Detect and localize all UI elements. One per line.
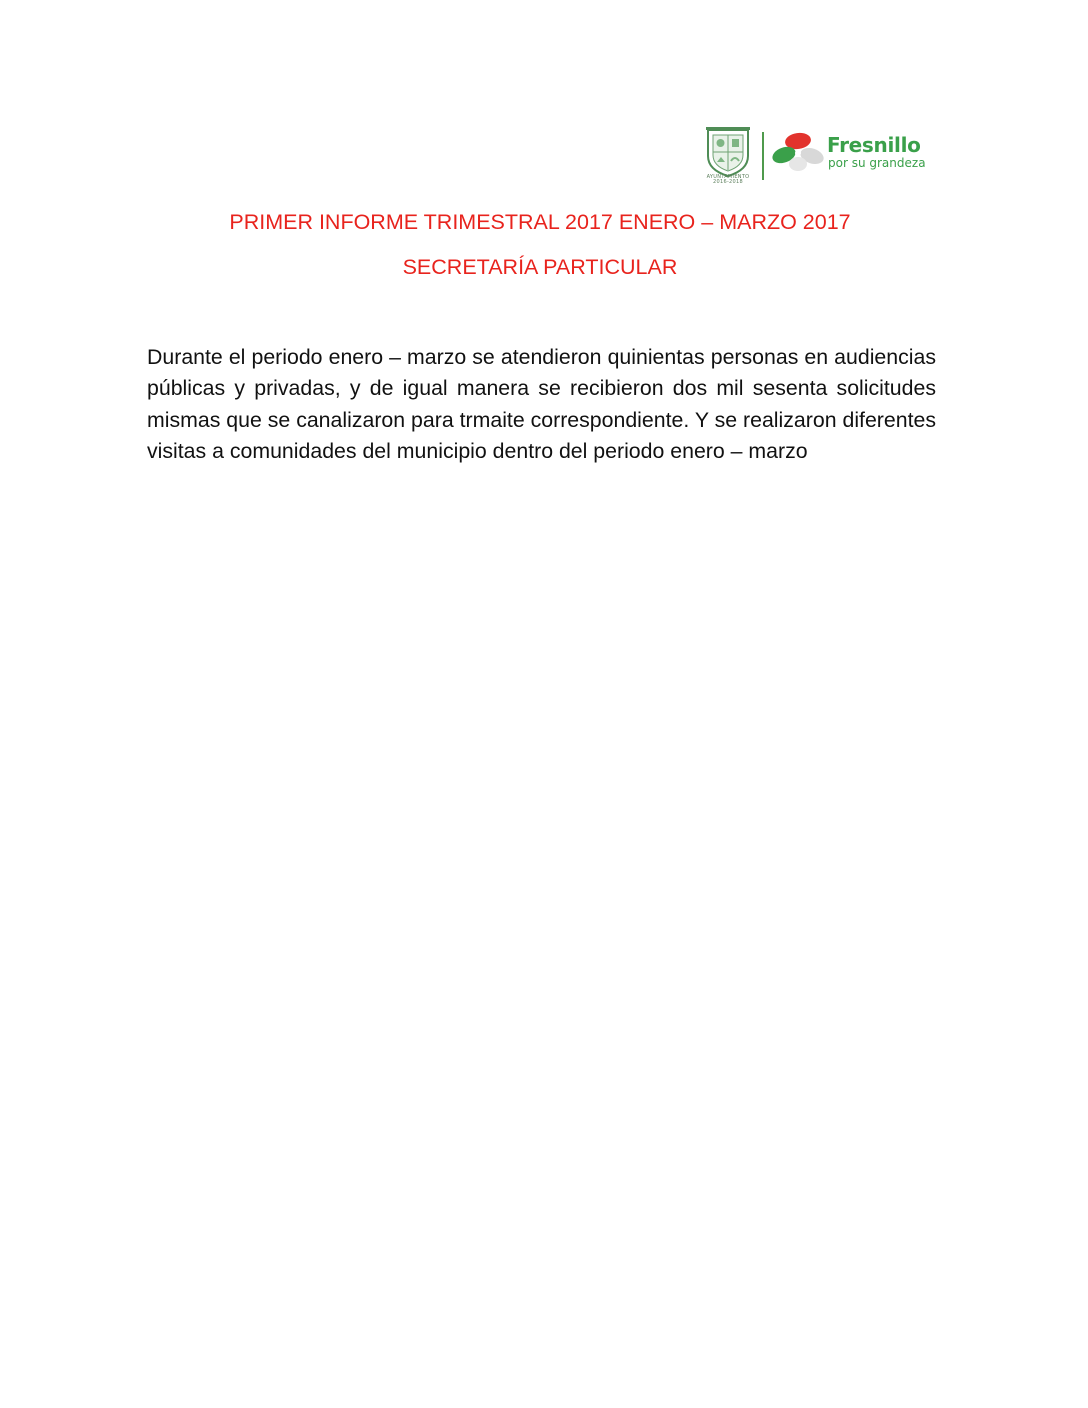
brand-name: Fresnillo [827, 133, 921, 157]
seal-caption-line1: AYUNTAMIENTO [706, 174, 750, 180]
seal-caption [700, 175, 756, 185]
header-logos [700, 126, 940, 186]
fresnillo-flower-icon [772, 130, 824, 174]
body-paragraph: Durante el periodo enero – marzo se atendieron quinientas personas en audiencias públicas y privadas, y de igual manera se recibieron dos mil sesenta solicitudes mismas que se canalizaron para trmaite correspondiente. Y se realizaron diferentes visitas a comunidades del municipio dentro del periodo enero – marzo [147, 345, 936, 463]
document-title: PRIMER INFORME TRIMESTRAL 2017 ENERO – MARZO 2017 [229, 210, 851, 234]
seal-caption-line2: 2016-2018 [713, 179, 743, 185]
document-subtitle: SECRETARÍA PARTICULAR [402, 255, 678, 279]
brand-tagline: por su grandeza [828, 156, 926, 170]
logo-divider [762, 132, 764, 180]
